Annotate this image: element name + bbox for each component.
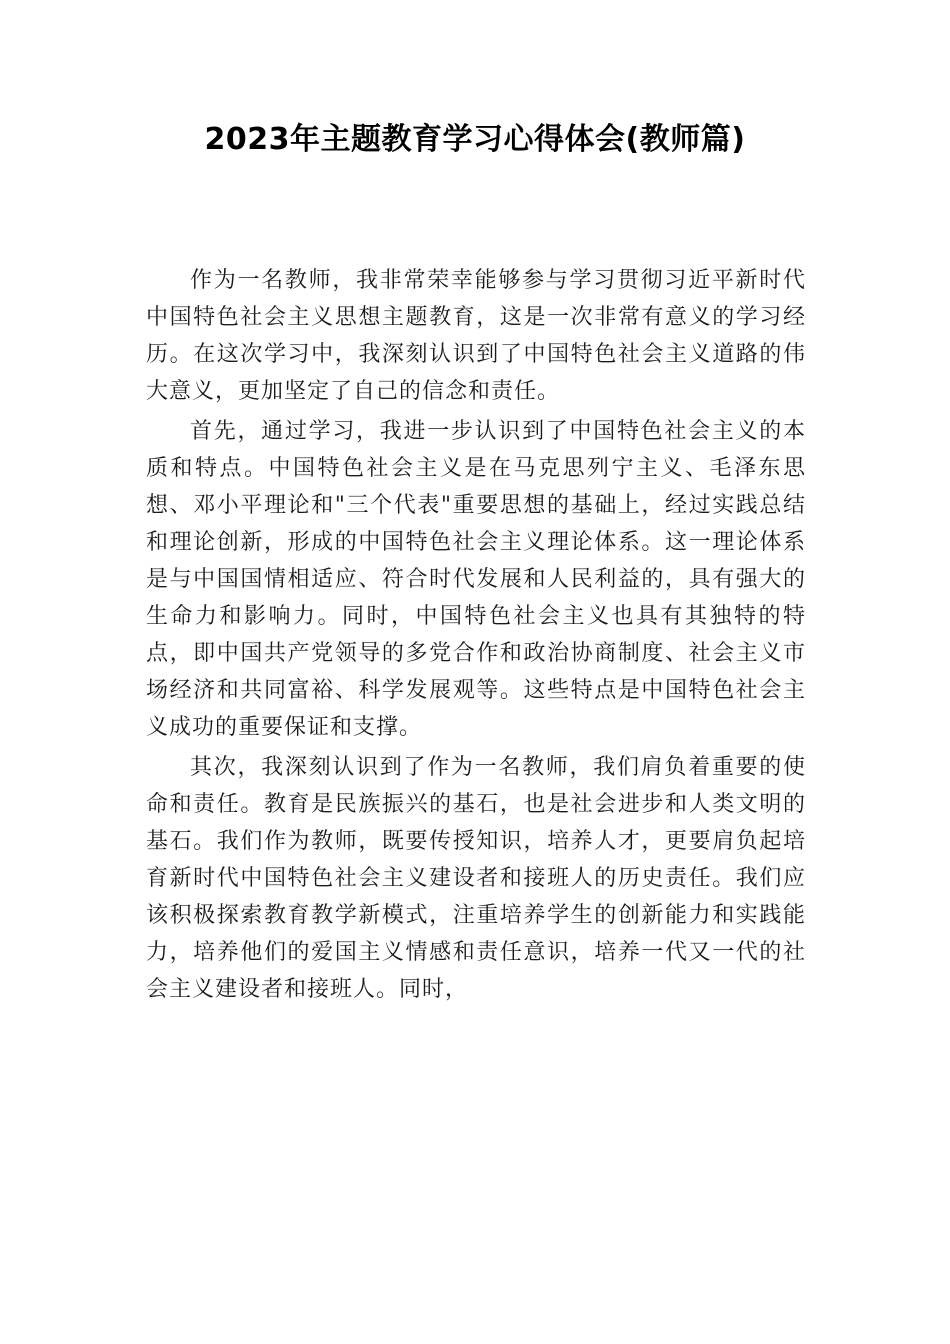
paragraph-second: 其次，我深刻认识到了作为一名教师，我们肩负着重要的使命和责任。教育是民族振兴的基石，也是社会进步和人类文明的基石。我们作为教师，既要传授知识，培养人才，更要肩负起培育新时代中国特色社会主义建设者和接班人的历史责任。我们应该积极探索教育教学新模式，注重培养学生的创新能力和实践能力，培养他们的爱国主义情感和责任意识，培养一代又一代的社会主义建设者和接班人。同时， bbox=[146, 755, 806, 1002]
document-title: 2023年主题教育学习心得体会(教师篇) bbox=[204, 122, 746, 157]
paragraph-intro: 作为一名教师，我非常荣幸能够参与学习贯彻习近平新时代中国特色社会主义思想主题教育，这是一次非常有意义的学习经历。在这次学习中，我深刻认识到了中国特色社会主义道路的伟大意义，更加坚定了自己的信念和责任。 bbox=[146, 268, 806, 404]
paragraph-first: 首先，通过学习，我进一步认识到了中国特色社会主义的本质和特点。中国特色社会主义是在马克思列宁主义、毛泽东思想、邓小平理论和"三个代表"重要思想的基础上，经过实践总结和理论创新，形成的中国特色社会主义理论体系。这一理论体系是与中国国情相适应、符合时代发展和人民利益的，具有强大的生命力和影响力。同时，中国特色社会主义也具有其独特的特点，即中国共产党领导的多党合作和政治协商制度、社会主义市场经济和共同富裕、科学发展观等。这些特点是中国特色社会主义成功的重要保证和支撑。 bbox=[146, 419, 806, 740]
document-body bbox=[146, 262, 806, 1008]
